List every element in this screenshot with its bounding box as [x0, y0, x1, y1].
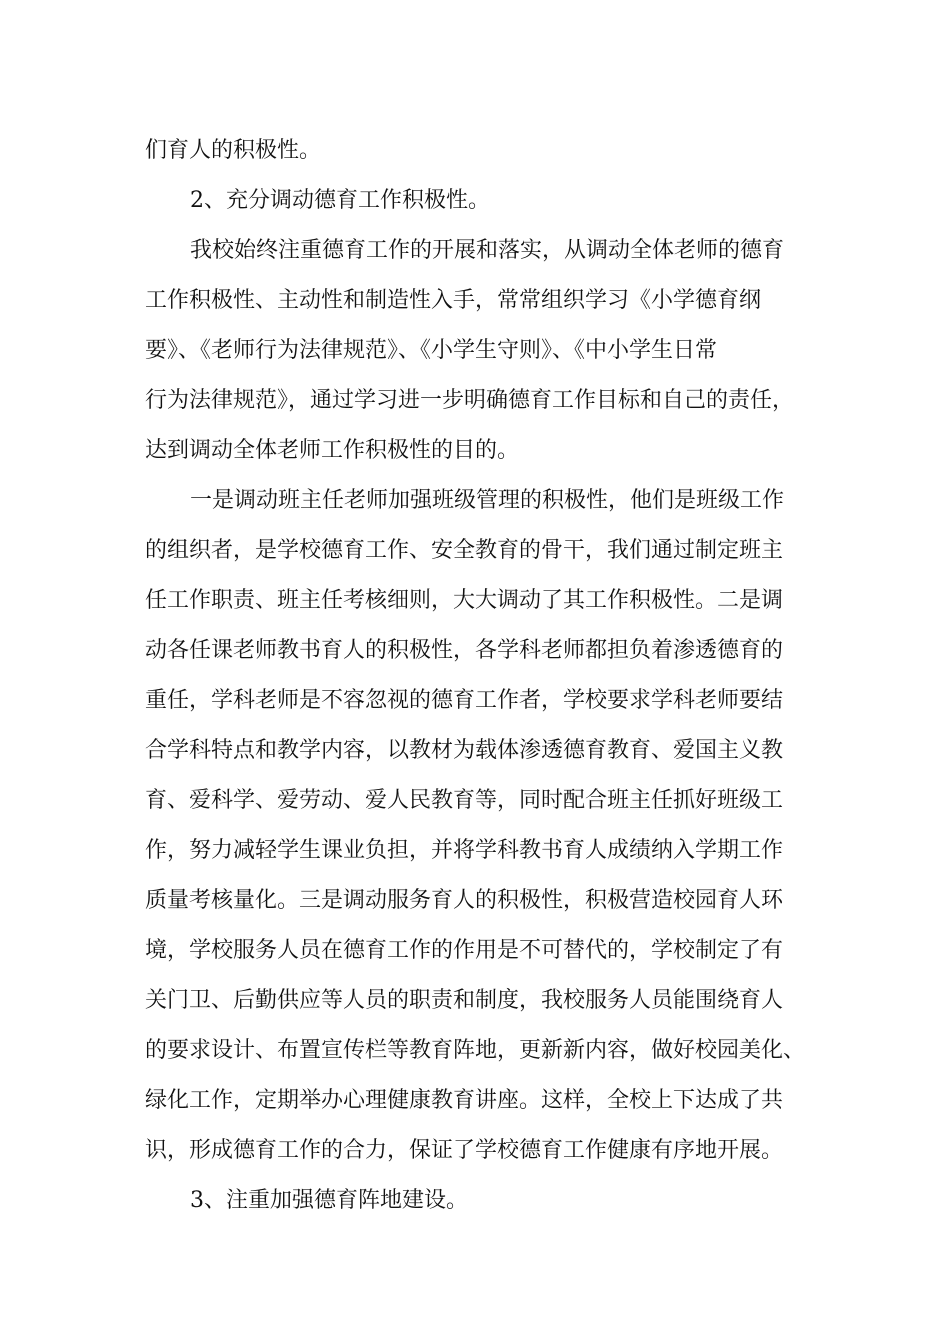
- text-line-10: 任工作职责、班主任考核细则，大大调动了其工作积极性。二是调: [145, 588, 784, 613]
- section-heading-2: 2、充分调动德育工作积极性。: [190, 188, 490, 213]
- text-line-5: 要》、《老师行为法律规范》、《小学生守则》、《中小学生日常: [145, 338, 718, 363]
- text-line-1: 们育人的积极性。: [145, 138, 322, 163]
- text-line-13: 合学科特点和教学内容，以教材为载体渗透德育教育、爱国主义教: [145, 738, 784, 763]
- text-line-8: 一是调动班主任老师加强班级管理的积极性，他们是班级工作: [190, 488, 785, 513]
- text-line-16: 质量考核量化。三是调动服务育人的积极性，积极营造校园育人环: [145, 888, 784, 913]
- text-line-4: 工作积极性、主动性和制造性入手，常常组织学习《小学德育纲: [145, 288, 762, 313]
- text-line-6: 行为法律规范》，通过学习进一步明确德育工作目标和自己的责任，: [145, 388, 795, 413]
- text-line-14: 育、爱科学、爱劳动、爱人民教育等，同时配合班主任抓好班级工: [145, 788, 784, 813]
- text-line-7: 达到调动全体老师工作积极性的目的。: [145, 438, 520, 463]
- text-line-9: 的组织者，是学校德育工作、安全教育的骨干，我们通过制定班主: [145, 538, 784, 563]
- text-line-20: 绿化工作，定期举办心理健康教育讲座。这样，全校上下达成了共: [145, 1088, 784, 1113]
- section-heading-3: 3、注重加强德育阵地建设。: [190, 1188, 468, 1213]
- text-line-12: 重任，学科老师是不容忽视的德育工作者，学校要求学科老师要结: [145, 688, 784, 713]
- text-line-19: 的要求设计、布置宣传栏等教育阵地，更新新内容，做好校园美化、: [145, 1038, 806, 1063]
- text-line-17: 境，学校服务人员在德育工作的作用是不可替代的，学校制定了有: [145, 938, 784, 963]
- text-line-11: 动各任课老师教书育人的积极性，各学科老师都担负着渗透德育的: [145, 638, 784, 663]
- text-line-3: 我校始终注重德育工作的开展和落实，从调动全体老师的德育: [190, 238, 785, 263]
- text-line-18: 关门卫、后勤供应等人员的职责和制度，我校服务人员能围绕育人: [145, 988, 784, 1013]
- text-line-15: 作，努力减轻学生课业负担，并将学科教书育人成绩纳入学期工作: [145, 838, 784, 863]
- text-line-21: 识，形成德育工作的合力，保证了学校德育工作健康有序地开展。: [145, 1138, 784, 1163]
